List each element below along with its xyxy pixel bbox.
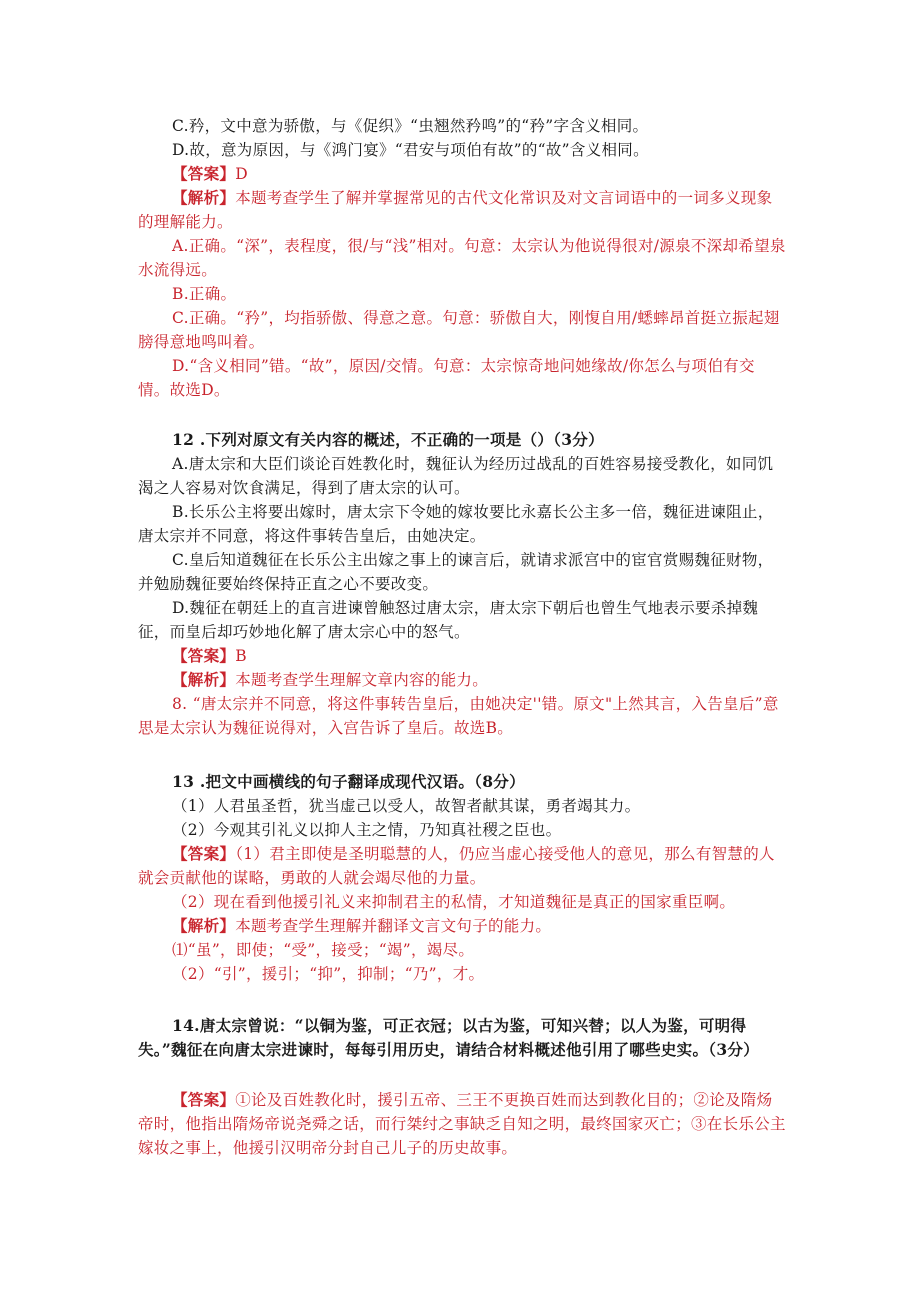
question-13 xyxy=(138,770,786,986)
spacer xyxy=(138,1062,786,1088)
q13-analysis-line xyxy=(138,914,786,938)
explain-c: C.正确。“矜”，均指骄傲、得意之意。句意：骄傲自大，刚愎自用/蟋蟀昂首挺立振起翅膀得意地鸣叫着。 xyxy=(138,309,780,351)
analysis-tag: 【解析】 xyxy=(172,188,236,207)
q13-explain-1: ⑴“虽”，即使；“受”，接受；“竭”，竭尽。 xyxy=(172,941,475,959)
q13-answer-line xyxy=(138,842,786,890)
q12-option-c: C.皇后知道魏征在长乐公主出嫁之事上的谏言后，就请求派宫中的宦官赏赐魏征财物，并勉励魏征要始终保持正直之心不要改变。 xyxy=(138,551,774,593)
question-13-title: 13 .把文中画横线的句子翻译成现代汉语。（8分） xyxy=(172,772,525,791)
question-11-tail xyxy=(138,114,786,402)
q14-answer-tag: 【答案】 xyxy=(172,1090,236,1109)
option-d: D.故，意为原因，与《鸿门宴》“君安与项伯有故”的“故”含义相同。 xyxy=(172,141,649,159)
q12-analysis-tag: 【解析】 xyxy=(172,670,236,689)
answer-line xyxy=(138,162,786,186)
q13-answer-1: （1）君主即使是圣明聪慧的人，仍应当虚心接受他人的意见，那么有智慧的人就会贡献他的谋略，勇敢的人就会竭尽他的力量。 xyxy=(138,845,775,887)
q12-option-a: A.唐太宗和大臣们谈论百姓教化时，魏征认为经历过战乱的百姓容易接受教化，如同饥渴之人容易对饮食满足，得到了唐太宗的认可。 xyxy=(138,455,774,497)
answer-tag: 【答案】 xyxy=(172,164,236,183)
q14-answer-line xyxy=(138,1088,786,1160)
q12-option-d: D.魏征在朝廷上的直言进谏曾触怒过唐太宗，唐太宗下朝后也曾生气地表示要杀掉魏征，而皇后却巧妙地化解了唐太宗心中的怒气。 xyxy=(138,599,759,641)
q13-sentence-2: （2）今观其引礼义以抑人主之情，乃知真社稷之臣也。 xyxy=(172,821,562,839)
q12-answer-value: B xyxy=(235,647,247,665)
option-c: C.矜，文中意为骄傲，与《促织》“虫翘然矜鸣”的“矜”字含义相同。 xyxy=(172,117,649,135)
q12-answer-line xyxy=(138,644,786,668)
q12-analysis-line xyxy=(138,668,786,692)
q12-answer-tag: 【答案】 xyxy=(172,646,236,665)
analysis-line xyxy=(138,186,786,234)
q13-analysis-tag: 【解析】 xyxy=(172,916,236,935)
explain-d: D.“含义相同”错。“故”，原因/交情。句意：太宗惊奇地问她缘故/你怎么与项伯有交情。故选D。 xyxy=(138,357,755,399)
q12-explain: 8. “唐太宗并不同意，将这件事转告皇后，由她决定''错。原文"上然其言，入告皇后”意思是太宗认为魏征说得对，入宫告诉了皇后。故选B。 xyxy=(138,695,779,737)
q13-answer-tag: 【答案】 xyxy=(172,844,236,863)
q13-sentence-1: （1）人君虽圣哲，犹当虚己以受人，故智者献其谋，勇者竭其力。 xyxy=(172,797,641,815)
q12-option-b: B.长乐公主将要出嫁时，唐太宗下令她的嫁妆要比永嘉长公主多一倍，魏征进谏阻止，唐太宗并不同意，将这件事转告皇后，由她决定。 xyxy=(138,503,774,545)
question-12 xyxy=(138,428,786,740)
question-14-title: 14.唐太宗曾说：“以铜为鉴，可正衣冠；以古为鉴，可知兴替；以人为鉴，可明得失。”魏征在向唐太宗进谏时，每每引用历史，请结合材料概述他引用了哪些史实。（3分） xyxy=(138,1016,760,1059)
analysis-text: 本题考查学生了解并掌握常见的古代文化常识及对文言词语中的一词多义现象的理解能力。 xyxy=(138,189,773,231)
explain-a: A.正确。“深”，表程度，很/与“浅”相对。句意：太宗认为他说得很对/源泉不深却希望泉水流得远。 xyxy=(138,237,786,279)
question-12-title: 12 .下列对原文有关内容的概述，不正确的一项是（）（3分） xyxy=(172,430,604,449)
q13-explain-2: （2）“引”，援引；“抑”，抑制；“乃”，才。 xyxy=(172,965,485,983)
answer-value: D xyxy=(235,165,248,183)
q13-analysis-text: 本题考查学生理解并翻译文言文句子的能力。 xyxy=(235,917,552,935)
q14-answer-text: ①论及百姓教化时，援引五帝、三王不更换百姓而达到教化目的；②论及隋炀帝时，他指出隋炀帝说尧舜之话，而行桀纣之事缺乏自知之明，最终国家灭亡；③在长乐公主嫁妆之事上，他援引汉明帝分封自己儿子的历史故事。 xyxy=(138,1091,786,1157)
q13-answer-2: （2）现在看到他援引礼义来抑制君主的私情，才知道魏征是真正的国家重臣啊。 xyxy=(172,893,736,911)
q12-analysis-text: 本题考查学生理解文章内容的能力。 xyxy=(235,671,489,689)
explain-b: B.正确。 xyxy=(172,285,237,303)
question-14 xyxy=(138,1014,786,1160)
